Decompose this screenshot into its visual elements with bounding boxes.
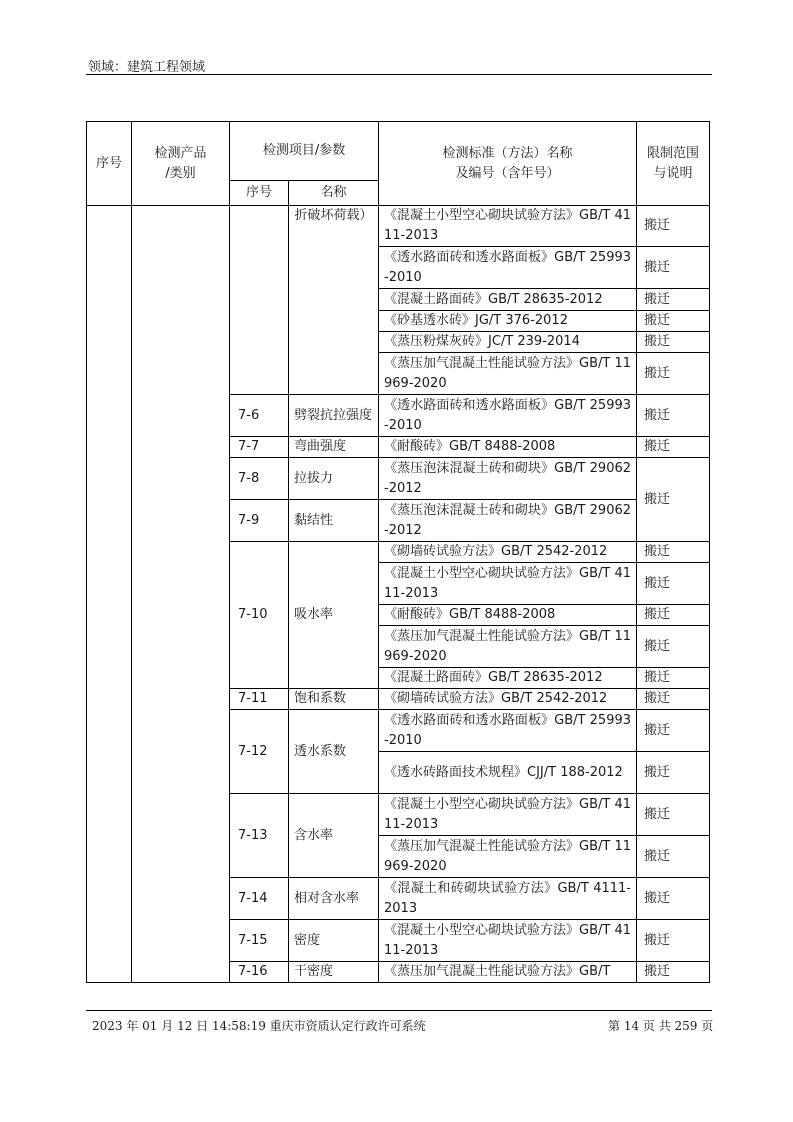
col-header-item-name: 名称 bbox=[289, 181, 379, 206]
cell-item-name: 吸水率 bbox=[289, 542, 379, 689]
cell-standard: 《混凝土小型空心砌块试验方法》GB/T 4111-2013 bbox=[379, 794, 637, 836]
cell-item-name: 相对含水率 bbox=[289, 878, 379, 920]
cell-standard: 《混凝土和砖砌块试验方法》GB/T 4111-2013 bbox=[379, 878, 637, 920]
cell-item-name: 黏结性 bbox=[289, 500, 379, 542]
cell-standard: 《混凝土路面砖》GB/T 28635-2012 bbox=[379, 289, 637, 311]
cell-item-seq: 7-11 bbox=[230, 689, 289, 710]
cell-item-seq: 7-6 bbox=[230, 395, 289, 437]
cell-standard: 《混凝土路面砖》GB/T 28635-2012 bbox=[379, 668, 637, 689]
cell-item-seq bbox=[230, 206, 289, 395]
cell-item-seq: 7-16 bbox=[230, 962, 289, 983]
cell-item-seq: 7-14 bbox=[230, 878, 289, 920]
cell-limit: 搬迁 bbox=[637, 962, 710, 983]
cell-standard: 《耐酸砖》GB/T 8488-2008 bbox=[379, 437, 637, 458]
cell-item-name: 折破坏荷载） bbox=[289, 206, 379, 395]
cell-product-blank bbox=[132, 206, 230, 983]
cell-limit: 搬迁 bbox=[637, 794, 710, 836]
cell-limit: 搬迁 bbox=[637, 563, 710, 605]
cell-standard: 《砌墙砖试验方法》GB/T 2542-2012 bbox=[379, 542, 637, 563]
cell-item-seq: 7-13 bbox=[230, 794, 289, 878]
cell-limit: 搬迁 bbox=[637, 247, 710, 289]
cell-standard: 《混凝土小型空心砌块试验方法》GB/T 4111-2013 bbox=[379, 563, 637, 605]
cell-standard: 《透水路面砖和透水路面板》GB/T 25993-2010 bbox=[379, 710, 637, 752]
cell-limit: 搬迁 bbox=[637, 710, 710, 752]
col-header-limit: 限制范围 与说明 bbox=[637, 122, 710, 206]
cell-standard: 《蒸压加气混凝土性能试验方法》GB/T 11969-2020 bbox=[379, 836, 637, 878]
cell-standard: 《蒸压粉煤灰砖》JC/T 239-2014 bbox=[379, 332, 637, 353]
cell-item-name: 密度 bbox=[289, 920, 379, 962]
cell-limit: 搬迁 bbox=[637, 311, 710, 332]
cell-item-seq: 7-7 bbox=[230, 437, 289, 458]
cell-item-name: 劈裂抗拉强度 bbox=[289, 395, 379, 437]
cell-limit: 搬迁 bbox=[637, 437, 710, 458]
cell-limit: 搬迁 bbox=[637, 668, 710, 689]
cell-limit: 搬迁 bbox=[637, 689, 710, 710]
footer-page-number: 第 14 页 共 259 页 bbox=[608, 1019, 714, 1033]
cell-standard: 《蒸压泡沫混凝土砖和砌块》GB/T 29062-2012 bbox=[379, 500, 637, 542]
cell-item-seq: 7-15 bbox=[230, 920, 289, 962]
cell-standard: 《透水路面砖和透水路面板》GB/T 25993-2010 bbox=[379, 247, 637, 289]
cell-standard: 《透水砖路面技术规程》CJJ/T 188-2012 bbox=[379, 752, 637, 794]
cell-standard: 《蒸压泡沫混凝土砖和砌块》GB/T 29062-2012 bbox=[379, 458, 637, 500]
cell-item-name: 饱和系数 bbox=[289, 689, 379, 710]
inspection-table bbox=[86, 121, 710, 983]
cell-standard: 《蒸压加气混凝土性能试验方法》GB/T bbox=[379, 962, 637, 983]
cell-limit: 搬迁 bbox=[637, 395, 710, 437]
cell-item-seq: 7-9 bbox=[230, 500, 289, 542]
cell-standard: 《砌墙砖试验方法》GB/T 2542-2012 bbox=[379, 689, 637, 710]
footer-divider bbox=[86, 1010, 712, 1011]
col-header-item-seq: 序号 bbox=[230, 181, 289, 206]
cell-item-seq: 7-10 bbox=[230, 542, 289, 689]
cell-limit: 搬迁 bbox=[637, 878, 710, 920]
cell-item-name: 拉拔力 bbox=[289, 458, 379, 500]
cell-standard: 《混凝土小型空心砌块试验方法》GB/T 4111-2013 bbox=[379, 206, 637, 247]
cell-seq-blank bbox=[87, 206, 132, 983]
cell-item-name: 弯曲强度 bbox=[289, 437, 379, 458]
cell-item-name: 干密度 bbox=[289, 962, 379, 983]
cell-item-seq: 7-8 bbox=[230, 458, 289, 500]
cell-standard: 《蒸压加气混凝土性能试验方法》GB/T 11969-2020 bbox=[379, 626, 637, 668]
cell-limit: 搬迁 bbox=[637, 626, 710, 668]
header-divider bbox=[86, 74, 712, 75]
cell-standard: 《蒸压加气混凝土性能试验方法》GB/T 11969-2020 bbox=[379, 353, 637, 395]
col-header-product: 检测产品 /类别 bbox=[132, 122, 230, 206]
cell-limit: 搬迁 bbox=[637, 206, 710, 247]
cell-standard: 《砂基透水砖》JG/T 376-2012 bbox=[379, 311, 637, 332]
cell-limit: 搬迁 bbox=[637, 458, 710, 542]
footer-timestamp: 2023 年 01 月 12 日 14:58:19 重庆市资质认定行政许可系统 bbox=[92, 1019, 426, 1033]
cell-item-name: 透水系数 bbox=[289, 710, 379, 794]
cell-limit: 搬迁 bbox=[637, 752, 710, 794]
col-header-seq: 序号 bbox=[87, 122, 132, 206]
cell-limit: 搬迁 bbox=[637, 332, 710, 353]
col-header-standard: 检测标准（方法）名称 及编号（含年号） bbox=[379, 122, 637, 206]
cell-item-name: 含水率 bbox=[289, 794, 379, 878]
page-header-domain: 领域：建筑工程领域 bbox=[88, 60, 206, 75]
cell-limit: 搬迁 bbox=[637, 353, 710, 395]
cell-limit: 搬迁 bbox=[637, 542, 710, 563]
cell-standard: 《耐酸砖》GB/T 8488-2008 bbox=[379, 605, 637, 626]
cell-limit: 搬迁 bbox=[637, 605, 710, 626]
cell-standard: 《混凝土小型空心砌块试验方法》GB/T 4111-2013 bbox=[379, 920, 637, 962]
cell-limit: 搬迁 bbox=[637, 920, 710, 962]
cell-limit: 搬迁 bbox=[637, 836, 710, 878]
col-header-item: 检测项目/参数 bbox=[230, 122, 379, 181]
cell-standard: 《透水路面砖和透水路面板》GB/T 25993-2010 bbox=[379, 395, 637, 437]
cell-limit: 搬迁 bbox=[637, 289, 710, 311]
cell-item-seq: 7-12 bbox=[230, 710, 289, 794]
